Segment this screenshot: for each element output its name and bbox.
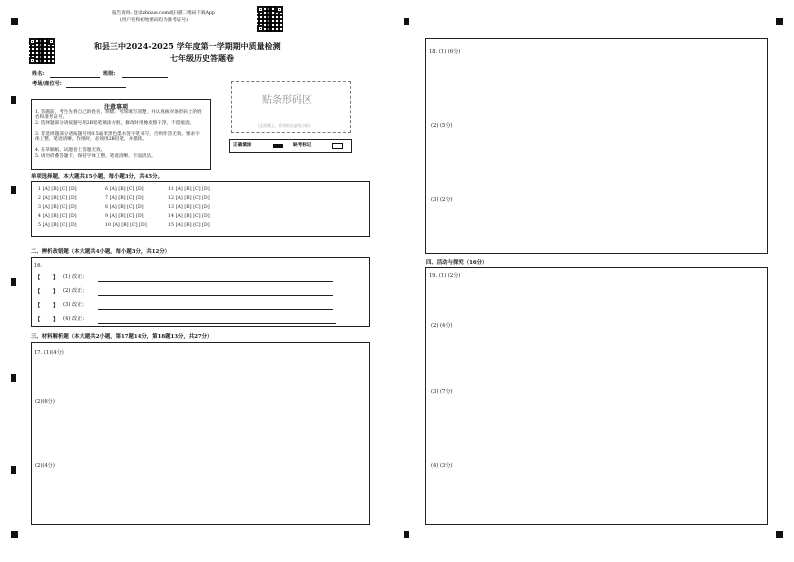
choice-row[interactable]: 7 [A] [B] [C] [D] [105, 196, 144, 201]
choice-row[interactable]: 3 [A] [B] [C] [D] [38, 205, 77, 210]
notes-item: 5. 请勿折叠答题卡，保持字体工整、笔迹清晰、卡面清洁。 [35, 154, 156, 159]
correction-line[interactable] [98, 323, 336, 324]
choice-column [168, 187, 210, 232]
q19-part2: (2) (4分) [431, 323, 453, 329]
correction-line[interactable] [98, 295, 333, 296]
question-number: 16. [34, 263, 43, 269]
q19-part1: 19. (1) (2分) [429, 273, 461, 279]
qr-code-icon [29, 38, 55, 64]
bracket-open: 【 [35, 317, 41, 323]
corner-mark-top-left [11, 18, 18, 25]
timing-mark [11, 278, 16, 286]
correction-box [31, 257, 370, 327]
section3-heading: 三、材料解析题（本大题共2小题，第17题14分，第18题13分，共27分） [31, 334, 213, 340]
bracket-close: 】 [53, 317, 59, 323]
choice-column [105, 187, 147, 232]
bracket-open: 【 [35, 303, 41, 309]
q18-part1: 18. (1) (6分) [429, 49, 461, 55]
choice-row[interactable]: 2 [A] [B] [C] [D] [38, 196, 77, 201]
choice-column [38, 187, 77, 232]
choice-row[interactable]: 8 [A] [B] [C] [D] [105, 205, 144, 210]
exam-title: 和县三中2024-2025 学年度第一学期期中质量检测 [94, 41, 281, 51]
choice-row[interactable]: 10 [A] [B] [C] [D] [105, 223, 147, 228]
correction-line[interactable] [98, 309, 333, 310]
report-query-text: 报告查询: 登录zhixue.com或扫描二维码下载App [112, 11, 215, 16]
bracket-open: 【 [35, 275, 41, 281]
q17-answer-box[interactable] [31, 342, 370, 525]
exam-room-label: 考场/座位号: [32, 81, 62, 87]
notes-title: 注意事项 [104, 104, 129, 111]
choice-row[interactable]: 15 [A] [B] [C] [D] [168, 223, 210, 228]
timing-mark [11, 186, 16, 194]
notes-box [31, 99, 211, 170]
choice-row[interactable]: 14 [A] [B] [C] [D] [168, 214, 210, 219]
corner-mark-bottom-left [11, 531, 18, 538]
choice-row[interactable]: 12 [A] [B] [C] [D] [168, 196, 210, 201]
notes-item: 3. 非选择题部分请按题号用0.5毫米黑色墨水签字笔书写，否则作答无效。要求字体工整、笔迹清晰。作图时，必须用2B铅笔，并描浓。 [35, 132, 200, 143]
q17-part2: (2)(6分) [35, 399, 55, 405]
qr-code-icon [257, 6, 283, 32]
choice-row[interactable]: 9 [A] [B] [C] [D] [105, 214, 144, 219]
name-field[interactable] [50, 77, 100, 78]
choice-row[interactable]: 1 [A] [B] [C] [D] [38, 187, 77, 192]
choice-row[interactable]: 11 [A] [B] [C] [D] [168, 187, 210, 192]
notes-item: 4. 在草稿纸、试题卷上答题无效。 [35, 148, 106, 153]
bracket-close: 】 [53, 289, 59, 295]
q17-part3: (2)(4分) [35, 463, 55, 469]
q18-answer-box[interactable] [425, 38, 768, 254]
exam-subtitle: 七年级历史答题卷 [170, 53, 234, 63]
q19-part4: (4) (3分) [431, 463, 453, 469]
absent-mark-label: 缺考标记 [293, 143, 312, 148]
fill-legend [229, 139, 352, 153]
notes-item: 2. 选择题部分请按题号用2B铅笔填涂方框，修改时用橡皮擦干净，不留痕迹。 [35, 121, 195, 126]
choice-box [31, 181, 370, 237]
class-label: 班级: [103, 71, 116, 77]
class-field[interactable] [122, 77, 168, 78]
section4-heading: 四、活动与探究（16分） [426, 260, 488, 266]
correction-label: (2) 改正: [63, 288, 85, 294]
bracket-close: 】 [53, 275, 59, 281]
name-label: 姓名: [32, 71, 45, 77]
correction-label: (3) 改正: [63, 302, 85, 308]
section2-heading: 二、辨析改错题（本大题共4小题，每小题3分，共12分） [31, 249, 170, 255]
correction-label: (4) 改正: [63, 316, 85, 322]
timing-mark [11, 96, 16, 104]
notes-item: 1. 答题前，考生先将自己的姓名、班级、考场填写清楚，并认真核对条形码上的姓名和准考证号。 [35, 110, 202, 121]
choice-row[interactable]: 13 [A] [B] [C] [D] [168, 205, 210, 210]
q19-answer-box[interactable] [425, 267, 768, 525]
barcode-area [231, 81, 351, 133]
barcode-title: 贴条形码区 [262, 95, 312, 106]
q17-part1: 17. (1)(4分) [34, 350, 64, 356]
q18-part2: (2) (5分) [431, 123, 453, 129]
choice-row[interactable]: 4 [A] [B] [C] [D] [38, 214, 77, 219]
timing-mark [404, 531, 409, 538]
choice-row[interactable]: 5 [A] [B] [C] [D] [38, 223, 77, 228]
login-hint-text: (用户名和初始密码均为准考证号) [120, 18, 188, 23]
exam-room-field[interactable] [66, 87, 126, 88]
timing-mark [11, 374, 16, 382]
timing-mark [11, 466, 16, 474]
correction-label: (1) 改正: [63, 274, 85, 280]
absent-box-icon[interactable] [332, 143, 343, 149]
corner-mark-bottom-right [776, 531, 783, 538]
barcode-note: (正面朝上，切勿贴出虚线方框) [258, 123, 311, 128]
bracket-close: 】 [53, 303, 59, 309]
timing-mark [404, 18, 409, 25]
choice-row[interactable]: 6 [A] [B] [C] [D] [105, 187, 144, 192]
correct-fill-label: 正确填涂 [233, 143, 252, 148]
bracket-open: 【 [35, 289, 41, 295]
filled-box-icon [273, 144, 283, 148]
q18-part3: (3) (2分) [431, 197, 453, 203]
corner-mark-top-right [776, 18, 783, 25]
section1-heading: 单项选择题，本大题共15小题，每小题3分，共45分。 [31, 174, 163, 180]
correction-line[interactable] [98, 281, 333, 282]
q19-part3: (3) (7分) [431, 389, 453, 395]
